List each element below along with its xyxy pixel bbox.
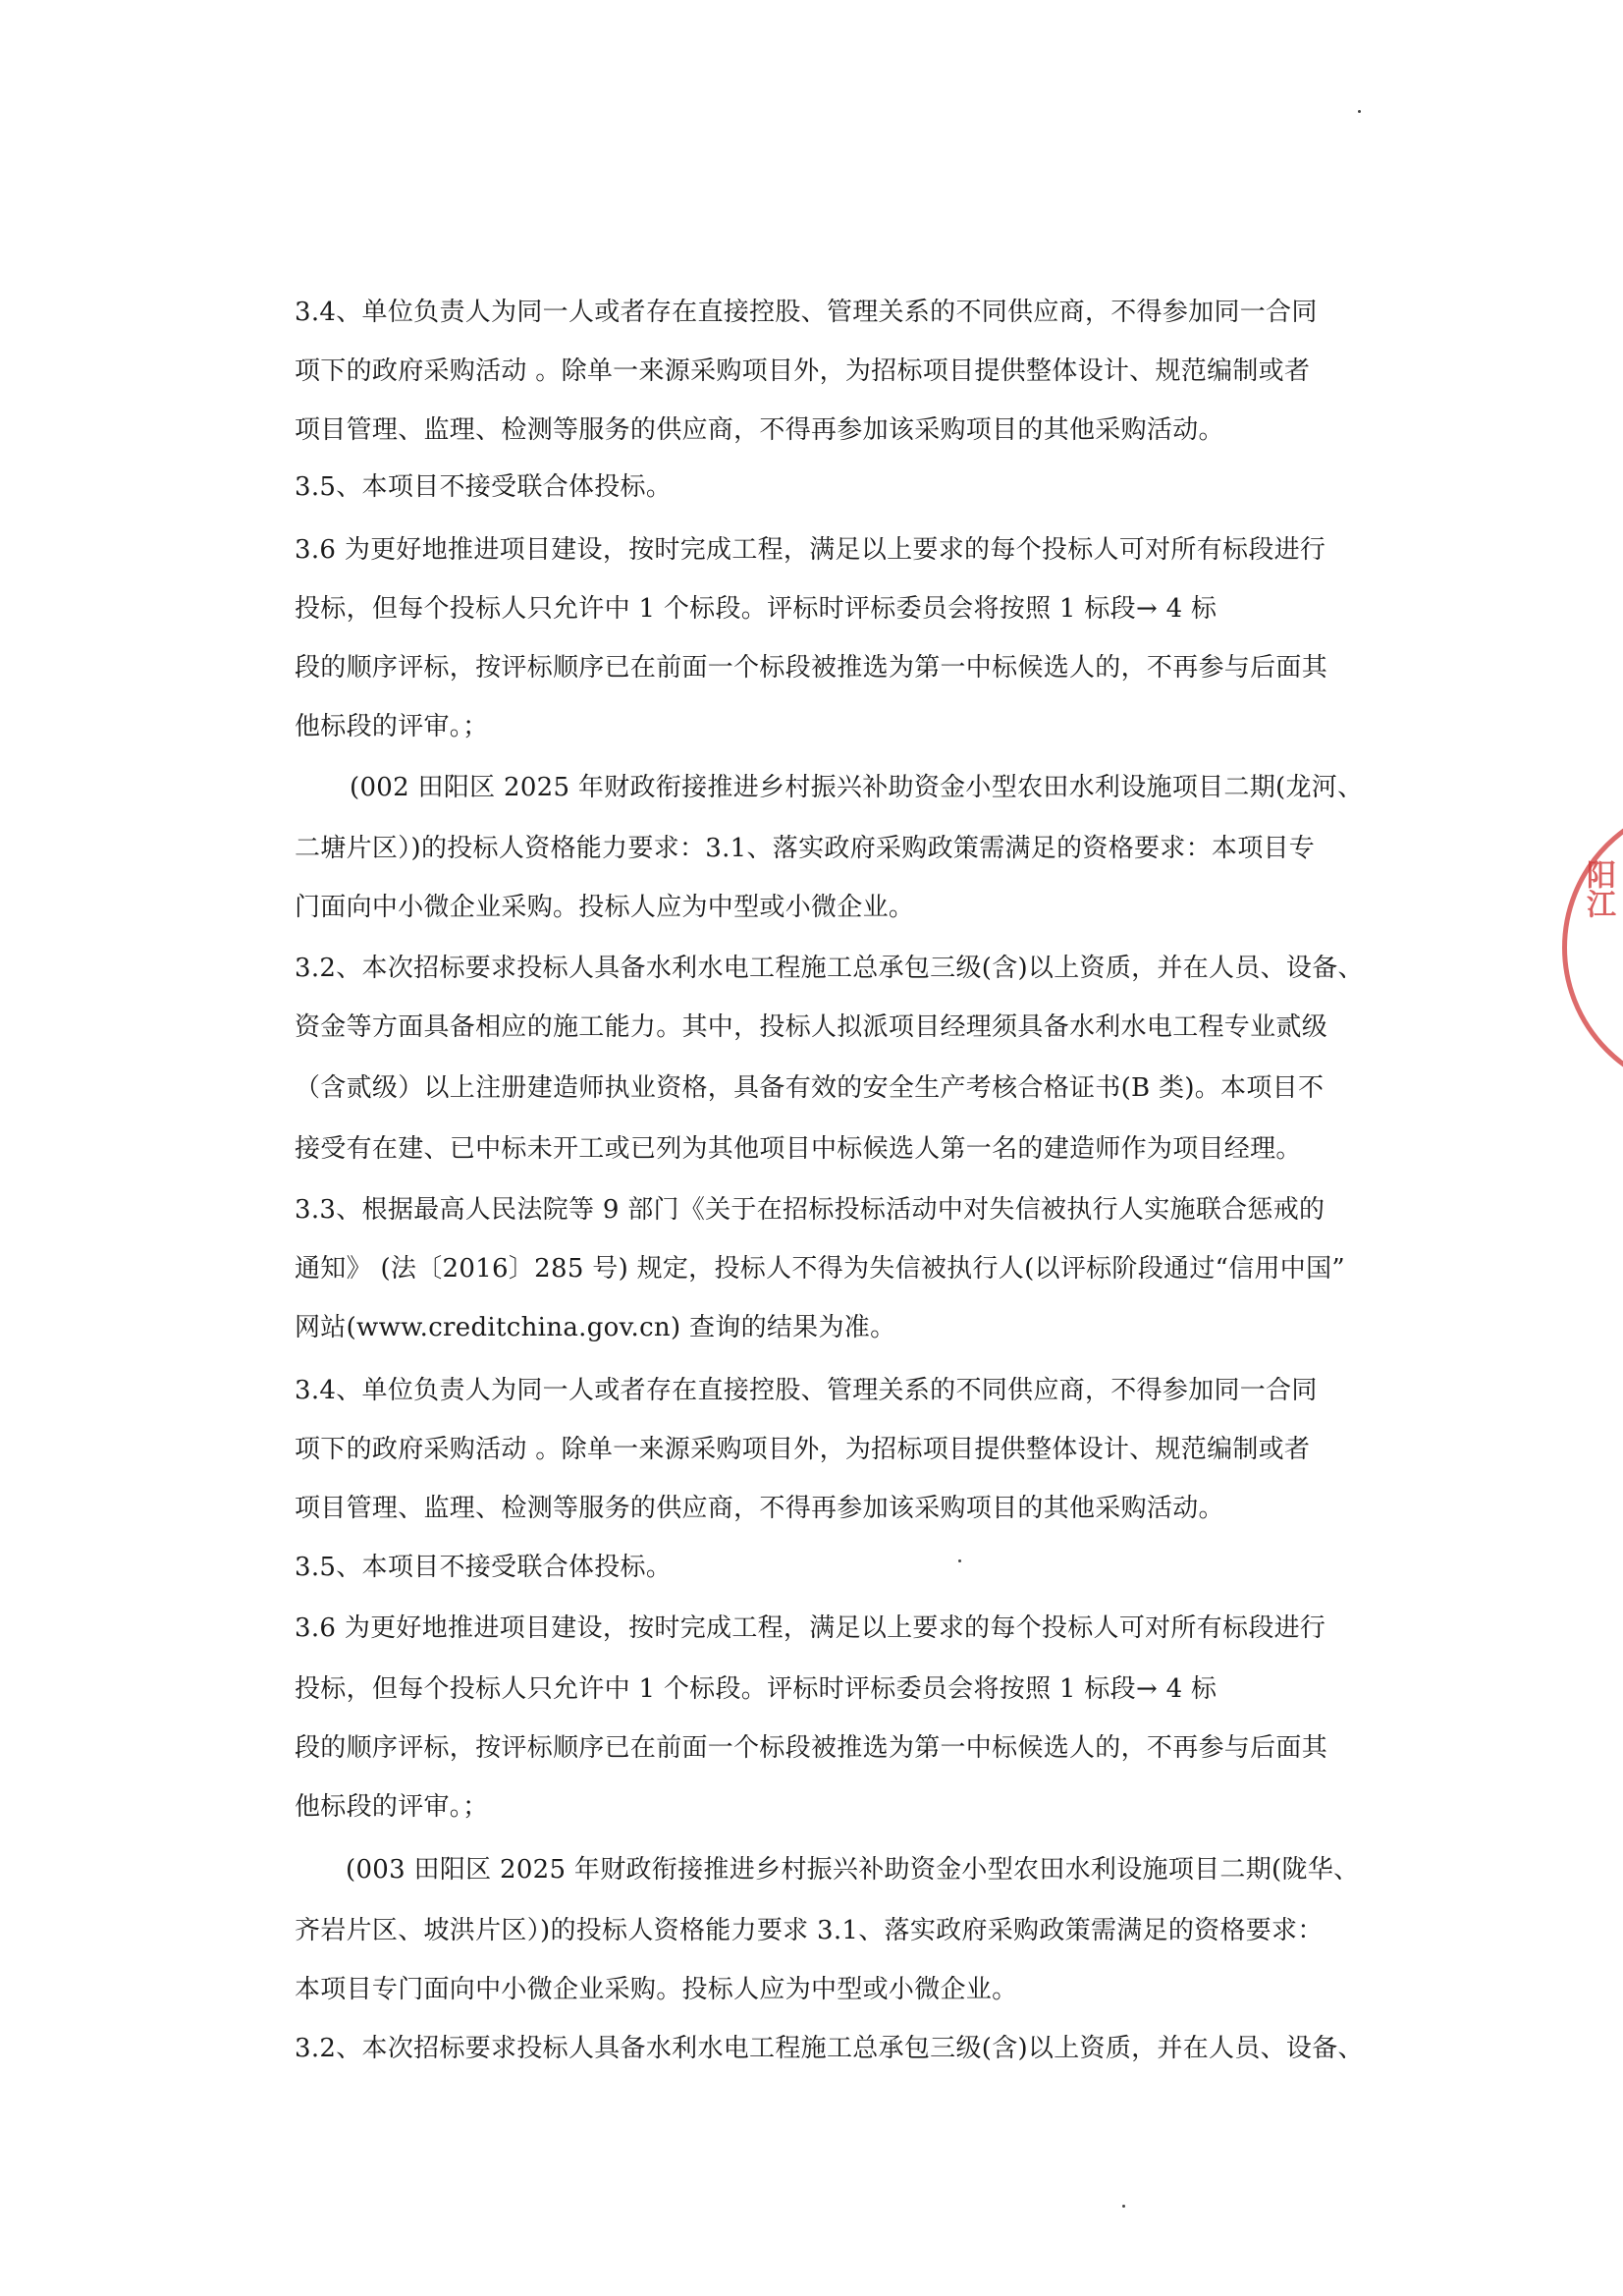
stamp-seal	[1556, 800, 1623, 1095]
text-line: 投标，但每个投标人只允许中 1 个标段。评标时评标委员会将按照 1 标段→ 4 标	[295, 594, 1217, 624]
scan-speck	[1122, 2205, 1125, 2208]
text-line: 本项目专门面向中小微企业采购。投标人应为中型或小微企业。	[295, 1975, 1018, 2004]
text-line: 他标段的评审。；	[295, 1792, 489, 1822]
text-line: 接受有在建、已中标未开工或已列为其他项目中标候选人第一名的建造师作为项目经理。	[295, 1134, 1302, 1164]
text-line: 项下的政府采购活动 。除单一来源采购项目外，为招标项目提供整体设计、规范编制或者	[295, 356, 1311, 386]
text-line: 3.5、本项目不接受联合体投标。	[295, 1553, 673, 1582]
text-line: 通知》 (法〔2016〕285 号) 规定，投标人不得为失信被执行人(以评标阶段通过“信用中国”	[295, 1254, 1346, 1284]
text-line: 3.3、根据最高人民法院等 9 部门《关于在招标投标活动中对失信被执行人实施联合惩戒的	[295, 1195, 1325, 1225]
stamp-ring	[1562, 800, 1623, 1095]
scan-speck	[958, 1559, 961, 1562]
text-line: (003 田阳区 2025 年财政衔接推进乡村振兴补助资金小型农田水利设施项目二期(陇华、	[346, 1855, 1360, 1885]
scan-speck	[1358, 110, 1361, 113]
text-line: 3.2、本次招标要求投标人具备水利水电工程施工总承包三级(含)以上资质，并在人员、设备、	[295, 2034, 1364, 2063]
text-line: 3.2、本次招标要求投标人具备水利水电工程施工总承包三级(含)以上资质，并在人员、设备、	[295, 954, 1364, 983]
text-line: 项下的政府采购活动 。除单一来源采购项目外，为招标项目提供整体设计、规范编制或者	[295, 1435, 1311, 1464]
text-line: 门面向中小微企业采购。投标人应为中型或小微企业。	[295, 893, 915, 922]
text-line: 二塘片区）)的投标人资格能力要求：3.1、落实政府采购政策需满足的资格要求：本项目专	[295, 834, 1316, 863]
stamp-text: 阳江	[1581, 859, 1615, 918]
text-line: 项目管理、监理、检测等服务的供应商，不得再参加该采购项目的其他采购活动。	[295, 415, 1224, 445]
text-line: 3.6 为更好地推进项目建设，按时完成工程，满足以上要求的每个投标人可对所有标段进行	[295, 535, 1326, 565]
text-line: 3.6 为更好地推进项目建设，按时完成工程，满足以上要求的每个投标人可对所有标段进行	[295, 1613, 1326, 1643]
text-line: 他标段的评审。；	[295, 712, 489, 741]
text-line: 网站(www.creditchina.gov.cn) 查询的结果为准。	[295, 1313, 896, 1342]
text-line: 段的顺序评标，按评标顺序已在前面一个标段被推选为第一中标候选人的，不再参与后面其	[295, 1733, 1328, 1763]
text-line: 齐岩片区、坡洪片区）)的投标人资格能力要求 3.1、落实政府采购政策需满足的资格要求：	[295, 1916, 1324, 1945]
text-line: 3.4、单位负责人为同一人或者存在直接控股、管理关系的不同供应商，不得参加同一合同	[295, 1376, 1318, 1405]
text-line: 资金等方面具备相应的施工能力。其中，投标人拟派项目经理须具备水利水电工程专业贰级	[295, 1012, 1328, 1042]
text-line: （含贰级）以上注册建造师执业资格，具备有效的安全生产考核合格证书(B 类)。本项目不	[295, 1073, 1325, 1103]
text-line: 项目管理、监理、检测等服务的供应商，不得再参加该采购项目的其他采购活动。	[295, 1494, 1224, 1523]
text-line: 段的顺序评标，按评标顺序已在前面一个标段被推选为第一中标候选人的，不再参与后面其	[295, 653, 1328, 683]
text-line: 3.4、单位负责人为同一人或者存在直接控股、管理关系的不同供应商，不得参加同一合同	[295, 298, 1318, 327]
text-line: (002 田阳区 2025 年财政衔接推进乡村振兴补助资金小型农田水利设施项目二期(龙河、	[350, 773, 1364, 802]
text-line: 投标，但每个投标人只允许中 1 个标段。评标时评标委员会将按照 1 标段→ 4 标	[295, 1674, 1217, 1704]
text-line: 3.5、本项目不接受联合体投标。	[295, 472, 673, 502]
